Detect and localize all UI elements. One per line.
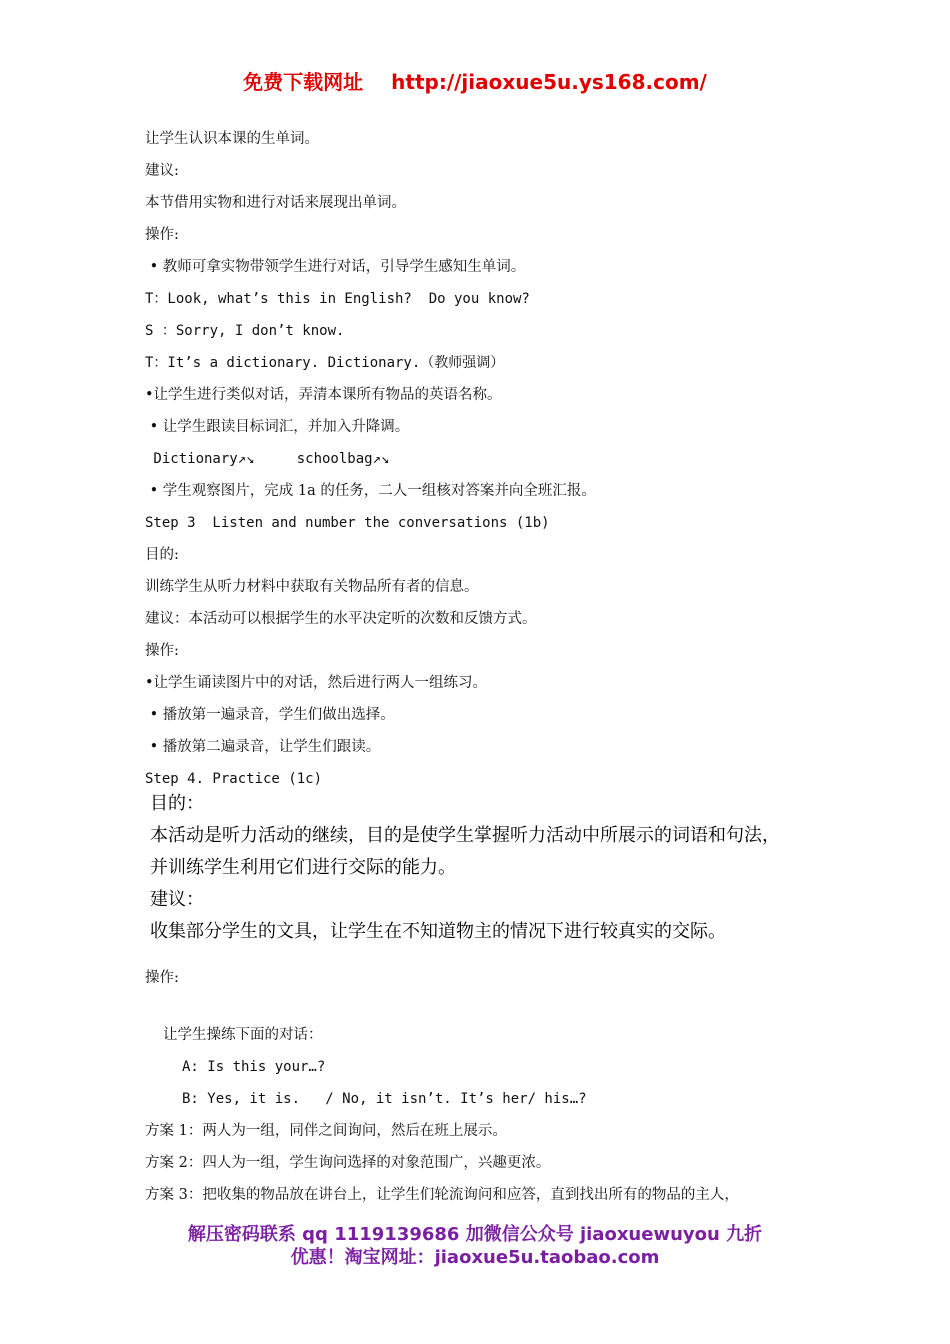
text-line: 操作: [145, 227, 179, 243]
step-heading: Step 3 Listen and number the conversations (1b) [145, 515, 550, 531]
text-line: 收集部分学生的文具，让学生在不知道物主的情况下进行较真实的交际。 [150, 921, 726, 942]
text-line: 并训练学生利用它们进行交际的能力。 [150, 857, 456, 878]
site-label: 免费下载网址 [243, 70, 364, 94]
text-line: 建议：本活动可以根据学生的水平决定听的次数和反馈方式。 [145, 611, 537, 627]
footer-shop: 优惠！淘宝网址：jiaoxue5u.taobao.com [290, 1247, 660, 1268]
download-header [0, 66, 950, 95]
text-line: • 播放第一遍录音，学生们做出选择。 [145, 707, 395, 723]
text-line: • 教师可拿实物带领学生进行对话，引导学生感知生单词。 [145, 259, 526, 275]
text-line: • 学生观察图片，完成 1a 的任务，二人一组核对答案并向全班汇报。 [145, 483, 596, 499]
text-line: 操作: [145, 970, 179, 986]
text-line: 让学生操练下面的对话： [163, 1027, 323, 1043]
text-line: • 让学生跟读目标词汇，并加入升降调。 [145, 419, 410, 435]
dialogue-line: A: Is this your…? [182, 1059, 326, 1075]
text-line: 建议: [145, 163, 179, 179]
dialogue-line: B: Yes, it is. / No, it isn’t. It’s her/ his…? [182, 1091, 587, 1107]
text-line: 训练学生从听力材料中获取有关物品所有者的信息。 [145, 579, 479, 595]
text-line: 目的： [150, 793, 204, 814]
text-line: 本节借用实物和进行对话来展现出单词。 [145, 195, 406, 211]
text-line: 方案 1：两人为一组，同伴之间询问，然后在班上展示。 [145, 1123, 507, 1139]
text-line: 建议： [150, 889, 204, 910]
text-line: Dictionary↗↘ schoolbag↗↘ [145, 451, 390, 467]
text-line: T：It’s a dictionary. Dictionary.（教师强调） [145, 355, 505, 371]
text-line: T：Look, what’s this in English? Do you know? [145, 291, 530, 307]
text-line: 让学生认识本课的生单词。 [145, 131, 319, 147]
text-line: •让学生诵读图片中的对话，然后进行两人一组练习。 [145, 675, 488, 691]
text-line: 本活动是听力活动的继续，目的是使学生掌握听力活动中所展示的词语和句法， [150, 825, 780, 846]
text-line: 目的: [145, 547, 179, 563]
step-heading: Step 4. Practice (1c) [145, 771, 323, 787]
site-url-link[interactable]: http://jiaoxue5u.ys168.com/ [391, 70, 707, 94]
footer-contact: 解压密码联系 qq 1119139686 加微信公众号 jiaoxuewuyou 九折 [187, 1224, 763, 1245]
text-line: S ：Sorry, I don’t know. [145, 323, 345, 339]
text-line: • 播放第二遍录音，让学生们跟读。 [145, 739, 381, 755]
text-line: •让学生进行类似对话，弄清本课所有物品的英语名称。 [145, 387, 502, 403]
text-line: 方案 2：四人为一组，学生询问选择的对象范围广，兴趣更浓。 [145, 1155, 551, 1171]
text-line: 操作: [145, 643, 179, 659]
text-line: 方案 3：把收集的物品放在讲台上，让学生们轮流询问和应答，直到找出所有的物品的主人， [145, 1187, 739, 1203]
